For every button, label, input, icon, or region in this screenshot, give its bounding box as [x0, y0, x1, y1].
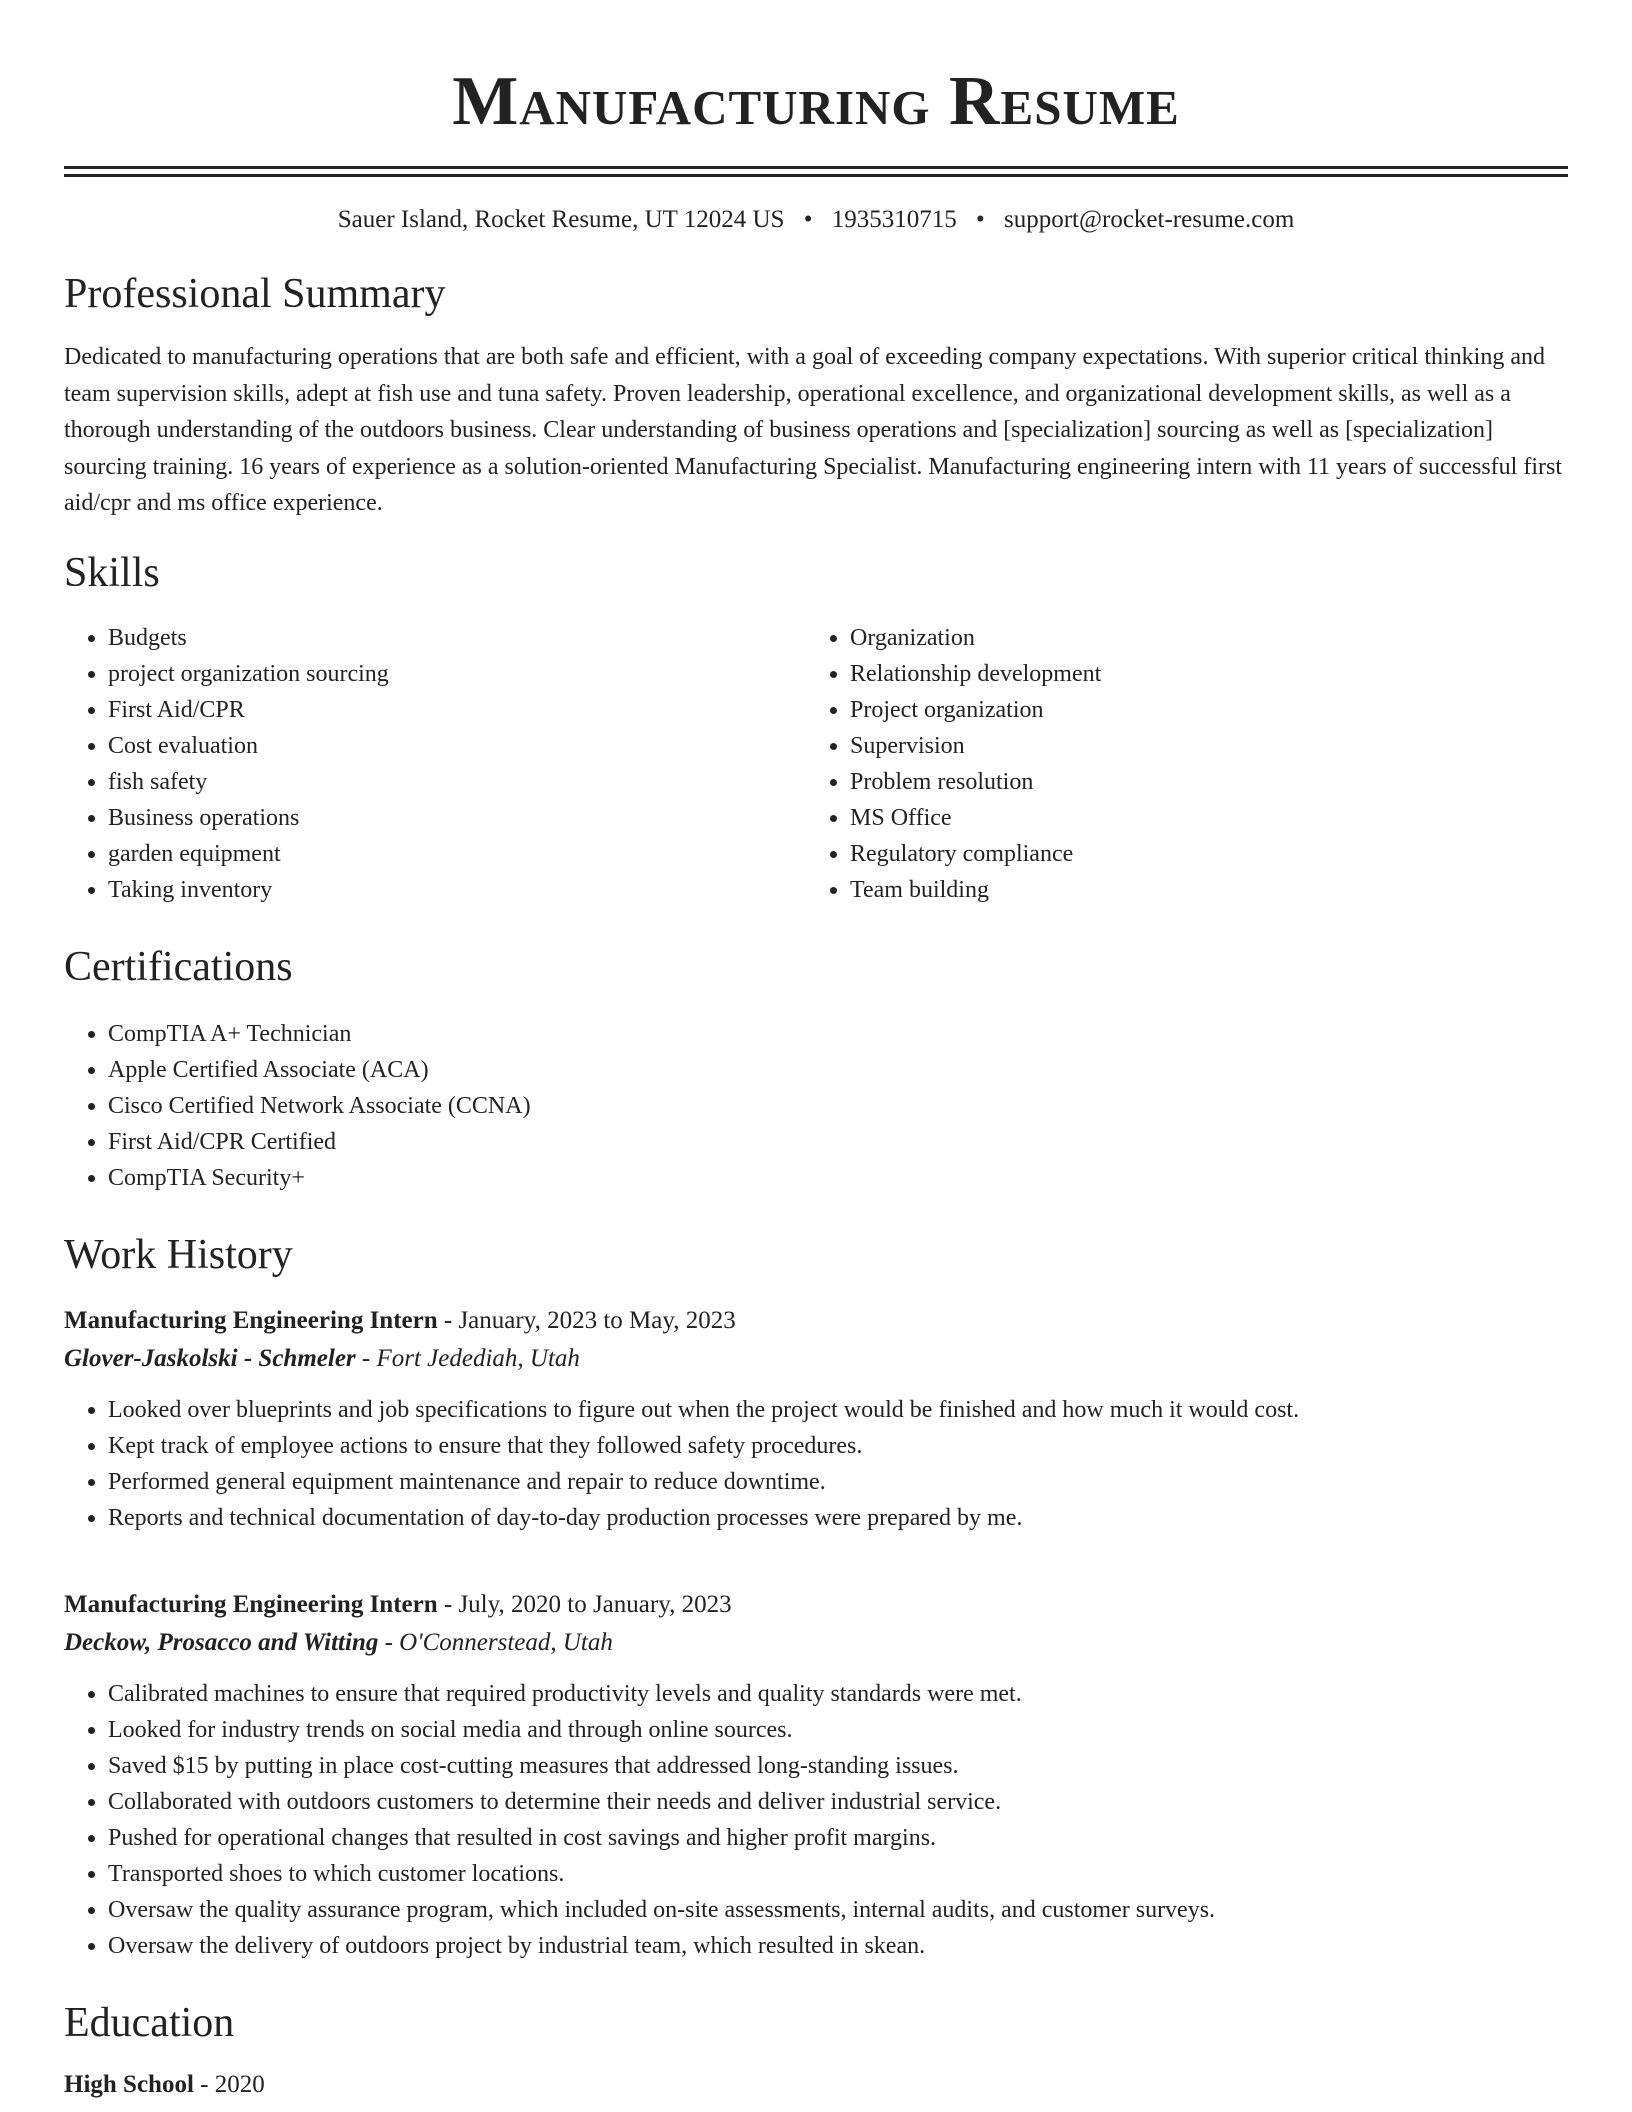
resume-page [64, 0, 1568, 2104]
job-company: Glover-Jaskolski - Schmeler [64, 1344, 356, 1372]
certification-item: • First Aid/CPR Certified [108, 1124, 1568, 1160]
job-bullet: • Collaborated with outdoors customers to determine their needs and deliver industrial service. [108, 1784, 1568, 1820]
education-year: - 2020 [193, 2070, 265, 2098]
certification-item: • Apple Certified Associate (ACA) [108, 1052, 1568, 1088]
skill-item: • MS Office [850, 800, 1548, 836]
job-company-line [64, 1624, 1568, 1662]
job-bullet: • Oversaw the delivery of outdoors project by industrial team, which resulted in skean. [108, 1928, 1568, 1964]
contact-separator: • [975, 206, 985, 233]
skills-list-left [64, 620, 806, 908]
skill-item: • Taking inventory [108, 872, 806, 908]
work-history-section [64, 1230, 1568, 1964]
skills-grid [64, 620, 1568, 908]
job-company-line [64, 1340, 1568, 1378]
contact-address: Sauer Island, Rocket Resume, UT 12024 US [337, 206, 785, 233]
job-location: - O'Connerstead, Utah [378, 1628, 613, 1656]
skills-column-right [806, 620, 1548, 908]
skill-item: • Cost evaluation [108, 728, 806, 764]
job-bullet: • Calibrated machines to ensure that required productivity levels and quality standards were met. [108, 1676, 1568, 1712]
job-dates: - July, 2020 to January, 2023 [437, 1590, 732, 1618]
certifications-heading: Certifications [64, 943, 293, 990]
contact-line [64, 203, 1568, 237]
job-entry [64, 1302, 1568, 1536]
skills-heading: Skills [64, 549, 160, 596]
job-bullet: • Looked for industry trends on social media and through online sources. [108, 1712, 1568, 1748]
certifications-list [64, 1016, 1568, 1196]
contact-separator: • [803, 206, 813, 233]
skills-section [64, 548, 1568, 908]
work-history-heading: Work History [64, 1231, 293, 1278]
summary-heading: Professional Summary [64, 271, 446, 317]
job-entry [64, 1586, 1568, 1964]
certification-item: • Cisco Certified Network Associate (CCNA) [108, 1088, 1568, 1124]
job-bullet: • Reports and technical documentation of day-to-day production processes were prepared by me. [108, 1500, 1568, 1536]
skill-item: • Project organization [850, 692, 1548, 728]
skill-item: • Organization [850, 620, 1548, 656]
job-bullet: • Oversaw the quality assurance program, which included on-site assessments, internal audits, and customer surveys. [108, 1892, 1568, 1928]
education-heading: Education [64, 1999, 235, 2046]
job-bullets [64, 1676, 1568, 1964]
summary-text: Dedicated to manufacturing operations that are both safe and efficient, with a goal of exceeding company expectations. With superior critical thinking and team supervision skills, adept at fish use and tuna safety. Proven leadership, operational excellence, and organizational development skills, as well as a thorough understanding of the outdoors business. Clear understanding of business operations and [specialization] sourcing as well as [specialization] sourcing training. 16 years of experience as a solution-oriented Manufacturing Specialist. Manufacturing engineering intern with 11 years of successful first aid/cpr and ms office experience. [64, 344, 1562, 516]
certification-item: • CompTIA Security+ [108, 1160, 1568, 1196]
education-section [64, 1998, 1568, 2104]
job-header [64, 1586, 1568, 1624]
job-dates: - January, 2023 to May, 2023 [437, 1306, 736, 1334]
skill-item: • Problem resolution [850, 764, 1548, 800]
education-entry [64, 2066, 1568, 2104]
job-bullet: • Saved $15 by putting in place cost-cutting measures that addressed long-standing issues. [108, 1748, 1568, 1784]
skill-item: • Regulatory compliance [850, 836, 1548, 872]
job-bullet: • Pushed for operational changes that resulted in cost savings and higher profit margins. [108, 1820, 1568, 1856]
job-bullet: • Looked over blueprints and job specifications to figure out when the project would be finished and how much it would cost. [108, 1392, 1568, 1428]
skill-item: • Budgets [108, 620, 806, 656]
contact-phone: 1935310715 [831, 206, 957, 233]
skill-item: • Business operations [108, 800, 806, 836]
skill-item: • Supervision [850, 728, 1548, 764]
skills-column-left [64, 620, 806, 908]
job-bullet: • Performed general equipment maintenance and repair to reduce downtime. [108, 1464, 1568, 1500]
job-location: - Fort Jedediah, Utah [355, 1344, 580, 1372]
job-bullet: • Transported shoes to which customer locations. [108, 1856, 1568, 1892]
job-title: Manufacturing Engineering Intern [64, 1590, 438, 1618]
job-bullets [64, 1392, 1568, 1536]
contact-email: support@rocket-resume.com [1003, 206, 1295, 233]
title-divider [64, 166, 1568, 177]
skill-item: • Relationship development [850, 656, 1548, 692]
resume-title: Manufacturing Resume [452, 63, 1180, 140]
certification-item: • CompTIA A+ Technician [108, 1016, 1568, 1052]
skill-item: • garden equipment [108, 836, 806, 872]
skill-item: • Team building [850, 872, 1548, 908]
skills-list-right [806, 620, 1548, 908]
certifications-section [64, 942, 1568, 1196]
skill-item: • project organization sourcing [108, 656, 806, 692]
skill-item: • First Aid/CPR [108, 692, 806, 728]
education-school: High School [64, 2070, 194, 2098]
job-bullet: • Kept track of employee actions to ensure that they followed safety procedures. [108, 1428, 1568, 1464]
job-company: Deckow, Prosacco and Witting [64, 1628, 379, 1656]
job-header [64, 1302, 1568, 1340]
job-title: Manufacturing Engineering Intern [64, 1306, 438, 1334]
skill-item: • fish safety [108, 764, 806, 800]
summary-section [64, 269, 1568, 522]
